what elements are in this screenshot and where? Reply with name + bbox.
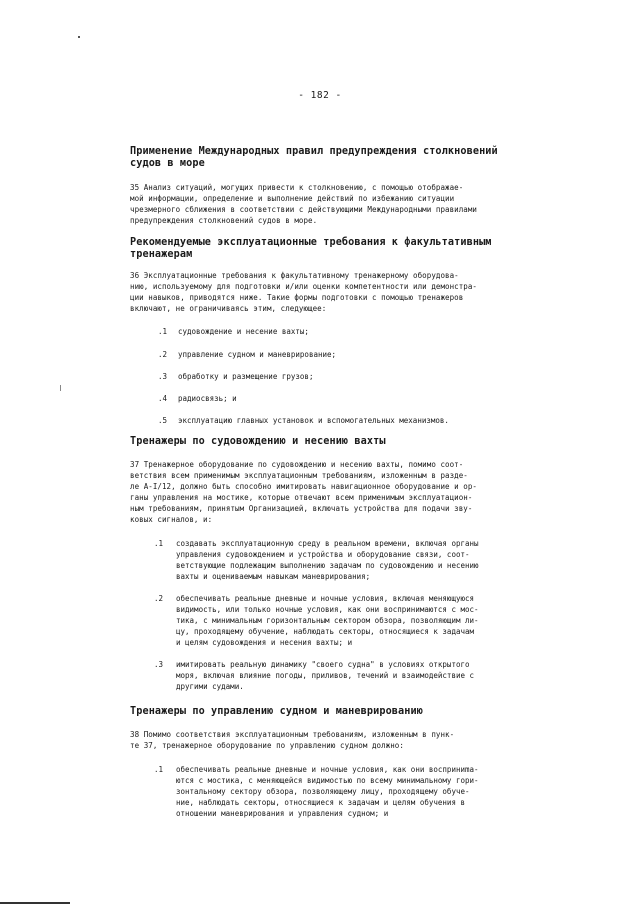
heading-line: тренажерам [130, 249, 193, 260]
scan-edge-line [0, 902, 70, 904]
item-text: судовождение и несение вахты; [178, 327, 309, 336]
page-number: - 182 - [298, 90, 342, 101]
item-text [176, 764, 554, 819]
item-number: .2 [158, 350, 168, 359]
text-line: мой информации, определение и выполнение действий по избежанию ситуации [130, 194, 455, 203]
section-heading-colregs [130, 146, 550, 170]
heading-line: Рекомендуемые эксплуатационные требования к факультативным [130, 237, 492, 248]
item-text [176, 659, 554, 692]
item-number: .3 [154, 660, 164, 669]
heading-line: судов в море [130, 158, 205, 169]
text-line: обеспечивать реальные дневные и ночные условия, как они восприниma- [176, 765, 479, 774]
text-line: предупреждения столкновений судов в море. [130, 216, 318, 225]
text-line: видимость, или только ночные условия, как они воспринимаются с мос- [176, 605, 479, 614]
text-line: управления судовождением и устройства и оборудование связи, соот- [176, 550, 470, 559]
text-line: 38 Помимо соответствия эксплуатационным требованиям, изложенным в пунк- [130, 730, 455, 739]
text-line: нию, используемому для подготовки и/или оценки компетентности или демонстра- [130, 282, 477, 291]
text-line: включают, не ограничиваясь этим, следующее: [130, 304, 327, 313]
section-heading-optional-simulators [130, 237, 550, 261]
text-line: цу, проходящему обучение, наблюдать секторы, относящиеся к задачам [176, 627, 475, 636]
text-line: чрезмерного сближения в соответствии с действующими Международными правилами [130, 205, 477, 214]
text-line: обеспечивать реальные дневные и ночные условия, включая меняющуюся [176, 594, 475, 603]
item-number: .2 [154, 594, 164, 603]
text-line: тика, с минимальным горизонтальным сектором обзора, позволяющим ли- [176, 616, 479, 625]
text-line: ковых сигналов, и: [130, 515, 213, 524]
item-number: .1 [154, 539, 164, 548]
text-line: 37 Тренажерное оборудование по судовождению и несению вахты, помимо соот- [130, 460, 464, 469]
paragraph-36 [130, 270, 554, 314]
item-text: эксплуатацию главных установок и вспомогательных механизмов. [178, 416, 449, 425]
item-number: .3 [158, 372, 168, 381]
text-line: и целям судовождения и несения вахты; и [176, 638, 353, 647]
text-line: создавать эксплуатационную среду в реальном времени, включая органы [176, 539, 479, 548]
text-line: ются с мостика, с меняющейся видимостью по всему минимальному гори- [176, 776, 479, 785]
item-number: .5 [158, 416, 168, 425]
item-text: управление судном и маневрирование; [178, 350, 337, 359]
text-line: ции навыков, приводятся ниже. Такие формы подготовки с помощью тренажеров [130, 293, 464, 302]
item-number: .4 [158, 394, 168, 403]
margin-mark [60, 385, 61, 391]
text-line: 36 Эксплуатационные требования к факультативному тренажерному оборудова- [130, 271, 459, 280]
text-line: другими судами. [176, 682, 244, 691]
section-heading-navigation-simulators: Тренажеры по судовождению и несению вахты [130, 436, 386, 447]
section-heading-shiphandling-simulators: Тренажеры по управлению судном и маневрированию [130, 706, 423, 717]
item-text [176, 593, 554, 648]
text-line: ветствующие подлежащим выполнению задачам по судовождению и несению [176, 561, 479, 570]
text-line: ветствия всем применимым эксплуатационным требованиям, изложенным в разде- [130, 471, 468, 480]
text-line: ле A-I/12, должно быть способно имитировать навигационное оборудование и ор- [130, 482, 477, 491]
paragraph-35 [130, 182, 554, 226]
text-line: имитировать реальную динамику "своего судна" в условиях открытого [176, 660, 470, 669]
heading-line: Применение Международных правил предупреждения столкновений [130, 146, 498, 157]
text-line: ние, наблюдать секторы, относящиеся к задачам и целям обучения в [176, 798, 465, 807]
text-line: вахты и оцениваемым навыкам маневрирования; [176, 572, 371, 581]
paragraph-38 [130, 729, 554, 751]
item-text: обработку и размещение грузов; [178, 372, 314, 381]
text-line: отношении маневрирования и управления судном; и [176, 809, 389, 818]
paragraph-37 [130, 459, 554, 525]
text-line: моря, включая влияние погоды, приливов, течений и взаимодействие с [176, 671, 475, 680]
text-line: ганы управления на мостике, которые отвечают всем применимым эксплуатацион- [130, 493, 473, 502]
item-number: .1 [154, 765, 164, 774]
text-line: зонтальному сектору обзора, позволяющему лицу, проходящему обуче- [176, 787, 470, 796]
item-text [176, 538, 554, 582]
text-line: те 37, тренажерное оборудование по управлению судном должно: [130, 741, 404, 750]
item-text: радиосвязь; и [178, 394, 237, 403]
text-line: ным требованиям, принятым Организацией, включать устройства для подачи зву- [130, 504, 473, 513]
item-number: .1 [158, 327, 168, 336]
text-line: 35 Анализ ситуаций, могущих привести к столкновению, с помощью отображае- [130, 183, 464, 192]
scan-speck [78, 36, 80, 38]
